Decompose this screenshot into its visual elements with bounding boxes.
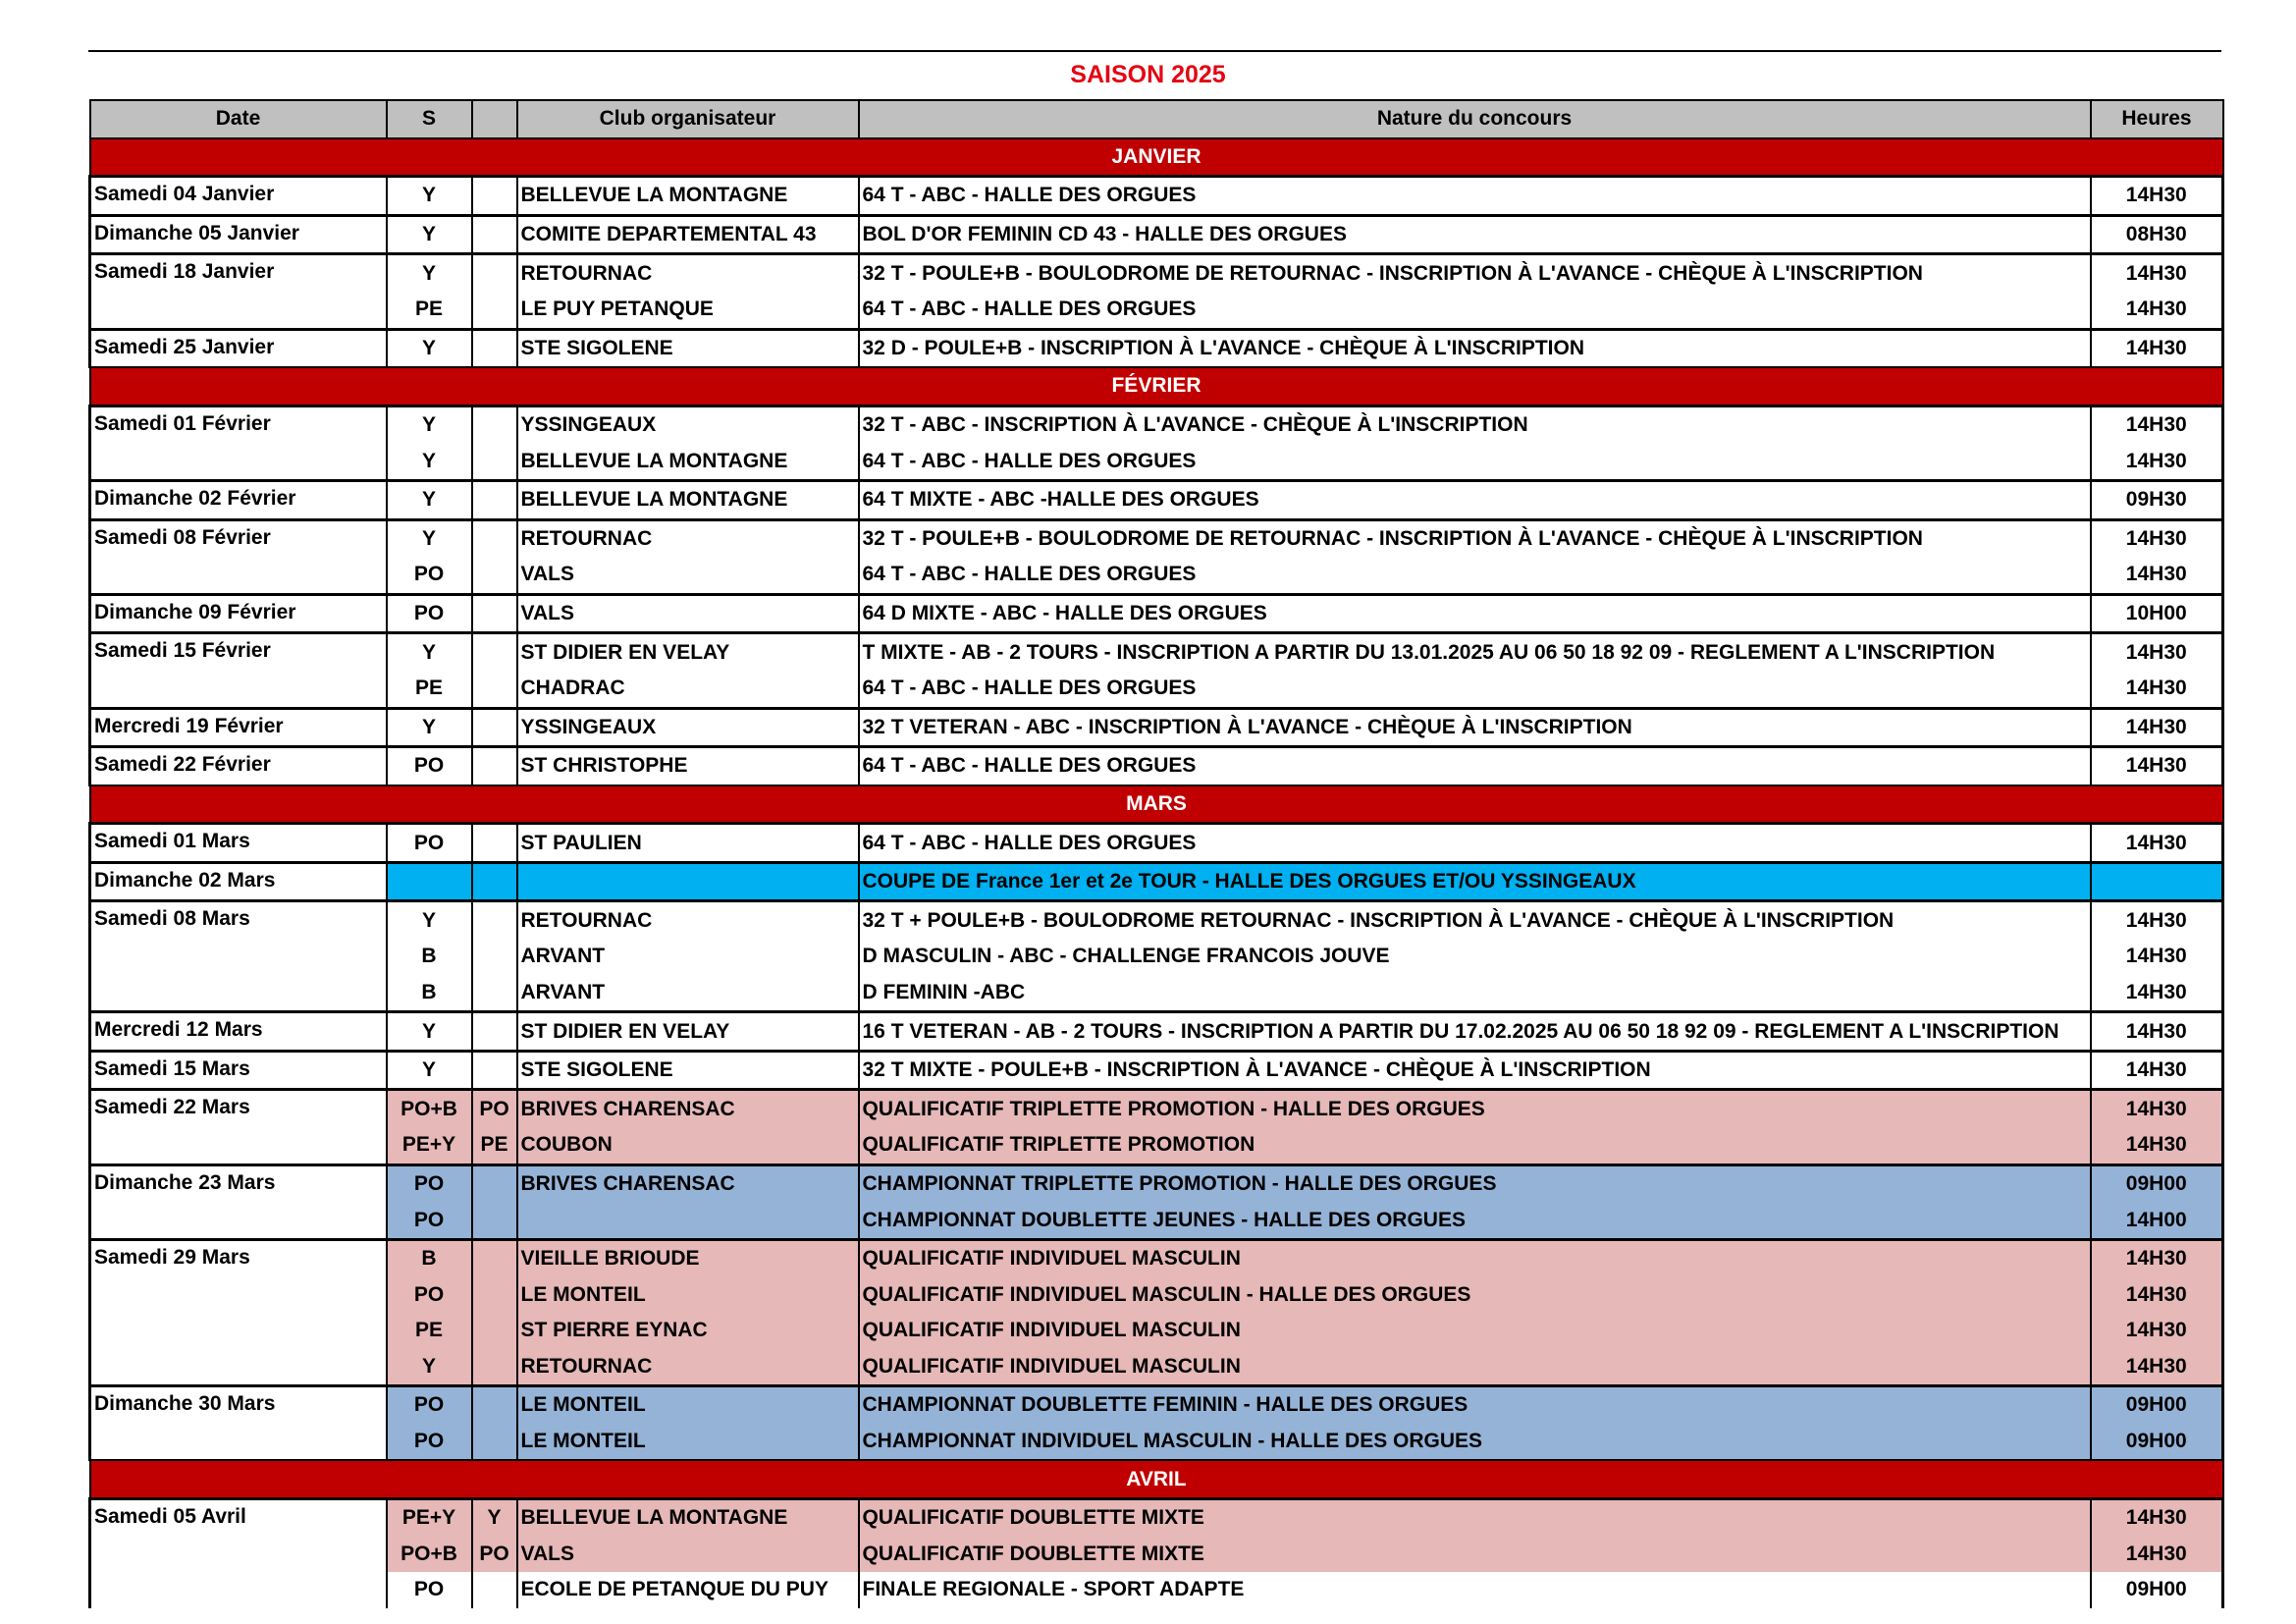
sector-code: PE+Y	[387, 1127, 472, 1164]
sector-code: PO	[387, 594, 472, 633]
page-title: SAISON 2025	[1070, 61, 1226, 88]
start-time: 09H00	[2091, 1572, 2223, 1608]
organizing-club: ST CHRISTOPHE	[517, 747, 859, 785]
event-date: Dimanche 23 Mars	[90, 1164, 387, 1239]
organizing-club: LE MONTEIL	[517, 1276, 859, 1313]
table-row	[90, 1276, 2223, 1313]
event-date: Samedi 04 Janvier	[90, 177, 387, 216]
month-header: AVRIL	[90, 1460, 2223, 1498]
event-date: Samedi 15 Mars	[90, 1051, 387, 1090]
sector-code: Y	[387, 254, 472, 292]
organizing-club: BRIVES CHARENSAC	[517, 1090, 859, 1127]
start-time	[2091, 862, 2223, 901]
competition-type: 32 D - POULE+B - INSCRIPTION À L'AVANCE - CHÈQUE À L'INSCRIPTION	[859, 329, 2091, 367]
competition-type: D FEMININ -ABC	[859, 975, 2091, 1012]
col-s2-header	[472, 100, 517, 138]
competition-type: QUALIFICATIF TRIPLETTE PROMOTION	[859, 1127, 2091, 1164]
col-date-header: Date	[90, 100, 387, 138]
month-header-row	[90, 367, 2223, 406]
sector-code-secondary: PO	[472, 1090, 517, 1127]
competition-type: 32 T - POULE+B - BOULODROME DE RETOURNAC - INSCRIPTION À L'AVANCE - CHÈQUE À L'INSCRIPTION	[859, 519, 2091, 557]
organizing-club: YSSINGEAUX	[517, 406, 859, 443]
sector-code-secondary	[472, 1313, 517, 1349]
competition-type: 64 T MIXTE - ABC -HALLE DES ORGUES	[859, 480, 2091, 519]
table-row	[90, 1572, 2223, 1608]
table-row	[90, 1537, 2223, 1573]
sector-code-secondary: PE	[472, 1127, 517, 1164]
organizing-club: BELLEVUE LA MONTAGNE	[517, 1498, 859, 1536]
competition-type: 64 T - ABC - HALLE DES ORGUES	[859, 443, 2091, 480]
sector-code: PE	[387, 292, 472, 329]
table-row	[90, 975, 2223, 1012]
sector-code-secondary	[472, 1572, 517, 1608]
sector-code: Y	[387, 1012, 472, 1052]
table-row	[90, 443, 2223, 480]
table-row	[90, 177, 2223, 216]
table-row	[90, 1239, 2223, 1276]
organizing-club: ST DIDIER EN VELAY	[517, 1012, 859, 1052]
month-header-row	[90, 138, 2223, 177]
sector-code-secondary	[472, 215, 517, 254]
sector-code: PE+Y	[387, 1498, 472, 1536]
start-time: 09H00	[2091, 1386, 2223, 1424]
competition-type: FINALE REGIONALE - SPORT ADAPTE	[859, 1572, 2091, 1608]
start-time: 14H30	[2091, 1276, 2223, 1313]
competition-type: 32 T MIXTE - POULE+B - INSCRIPTION À L'AVANCE - CHÈQUE À L'INSCRIPTION	[859, 1051, 2091, 1090]
sector-code-secondary	[472, 901, 517, 939]
sector-code-secondary	[472, 1012, 517, 1052]
start-time: 14H30	[2091, 1051, 2223, 1090]
start-time: 14H30	[2091, 329, 2223, 367]
table-row	[90, 862, 2223, 901]
table-row	[90, 215, 2223, 254]
organizing-club: COUBON	[517, 1127, 859, 1164]
sector-code: Y	[387, 901, 472, 939]
sector-code: PO	[387, 1276, 472, 1313]
table-row	[90, 1202, 2223, 1239]
sector-code-secondary	[472, 443, 517, 480]
sector-code: Y	[387, 1051, 472, 1090]
month-header-row	[90, 785, 2223, 824]
sector-code-secondary	[472, 557, 517, 594]
table-row	[90, 939, 2223, 975]
start-time: 14H30	[2091, 708, 2223, 747]
event-date: Samedi 05 Avril	[90, 1498, 387, 1607]
sector-code-secondary	[472, 406, 517, 443]
month-header: MARS	[90, 785, 2223, 824]
organizing-club: LE MONTEIL	[517, 1424, 859, 1461]
organizing-club: VIEILLE BRIOUDE	[517, 1239, 859, 1276]
sector-code-secondary	[472, 329, 517, 367]
competition-type: BOL D'OR FEMININ CD 43 - HALLE DES ORGUES	[859, 215, 2091, 254]
table-row	[90, 557, 2223, 594]
col-heures-header: Heures	[2091, 100, 2223, 138]
organizing-club: VALS	[517, 557, 859, 594]
competition-type: 64 T - ABC - HALLE DES ORGUES	[859, 557, 2091, 594]
col-s-header: S	[387, 100, 472, 138]
competition-type: 64 T - ABC - HALLE DES ORGUES	[859, 824, 2091, 863]
start-time: 10H00	[2091, 594, 2223, 633]
start-time: 14H30	[2091, 1090, 2223, 1127]
table-row	[90, 1349, 2223, 1386]
competition-type: QUALIFICATIF TRIPLETTE PROMOTION - HALLE DES ORGUES	[859, 1090, 2091, 1127]
organizing-club: BELLEVUE LA MONTAGNE	[517, 480, 859, 519]
start-time: 14H30	[2091, 406, 2223, 443]
competition-type: 32 T - POULE+B - BOULODROME DE RETOURNAC - INSCRIPTION À L'AVANCE - CHÈQUE À L'INSCRIPTION	[859, 254, 2091, 292]
event-date: Dimanche 02 Février	[90, 480, 387, 519]
event-date: Samedi 29 Mars	[90, 1239, 387, 1385]
sector-code-secondary	[472, 177, 517, 216]
sector-code-secondary	[472, 824, 517, 863]
start-time: 09H30	[2091, 480, 2223, 519]
organizing-club: ST DIDIER EN VELAY	[517, 633, 859, 671]
table-row	[90, 633, 2223, 671]
competition-type: 16 T VETERAN - AB - 2 TOURS - INSCRIPTION A PARTIR DU 17.02.2025 AU 06 50 18 92 09 - REGLEMENT A L'INSCRIPTION	[859, 1012, 2091, 1052]
start-time: 14H30	[2091, 633, 2223, 671]
sector-code-secondary	[472, 1202, 517, 1239]
competition-type: 64 T - ABC - HALLE DES ORGUES	[859, 292, 2091, 329]
organizing-club: YSSINGEAUX	[517, 708, 859, 747]
sector-code-secondary	[472, 1386, 517, 1424]
start-time: 14H30	[2091, 177, 2223, 216]
table-row	[90, 292, 2223, 329]
start-time: 14H30	[2091, 557, 2223, 594]
sector-code: PO	[387, 1424, 472, 1461]
sector-code: Y	[387, 443, 472, 480]
table-row	[90, 329, 2223, 367]
event-date: Mercredi 19 Février	[90, 708, 387, 747]
start-time: 14H30	[2091, 1239, 2223, 1276]
competition-type: QUALIFICATIF DOUBLETTE MIXTE	[859, 1537, 2091, 1573]
sector-code: PE	[387, 1313, 472, 1349]
sector-code-secondary	[472, 254, 517, 292]
sector-code: Y	[387, 633, 472, 671]
month-header: FÉVRIER	[90, 367, 2223, 406]
schedule-table	[88, 99, 2224, 1608]
table-row	[90, 1386, 2223, 1424]
event-date: Samedi 01 Mars	[90, 824, 387, 863]
event-date: Samedi 15 Février	[90, 633, 387, 708]
sector-code: PO	[387, 747, 472, 785]
table-row	[90, 594, 2223, 633]
competition-type: 64 T - ABC - HALLE DES ORGUES	[859, 671, 2091, 708]
table-row	[90, 406, 2223, 443]
sector-code: B	[387, 939, 472, 975]
start-time: 14H30	[2091, 1012, 2223, 1052]
event-date: Samedi 22 Février	[90, 747, 387, 785]
sector-code-secondary	[472, 939, 517, 975]
sector-code: B	[387, 975, 472, 1012]
sector-code: Y	[387, 329, 472, 367]
sector-code-secondary	[472, 708, 517, 747]
start-time: 14H30	[2091, 443, 2223, 480]
event-date: Samedi 25 Janvier	[90, 329, 387, 367]
competition-type: 32 T VETERAN - ABC - INSCRIPTION À L'AVANCE - CHÈQUE À L'INSCRIPTION	[859, 708, 2091, 747]
start-time: 14H30	[2091, 1349, 2223, 1386]
month-header: JANVIER	[90, 138, 2223, 177]
event-date: Dimanche 30 Mars	[90, 1386, 387, 1461]
organizing-club: RETOURNAC	[517, 1349, 859, 1386]
start-time: 14H30	[2091, 1127, 2223, 1164]
competition-type: CHAMPIONNAT TRIPLETTE PROMOTION - HALLE DES ORGUES	[859, 1164, 2091, 1202]
sector-code: PO	[387, 1386, 472, 1424]
table-row	[90, 1051, 2223, 1090]
competition-type: QUALIFICATIF INDIVIDUEL MASCULIN	[859, 1313, 2091, 1349]
sector-code-secondary	[472, 1164, 517, 1202]
organizing-club: STE SIGOLENE	[517, 1051, 859, 1090]
sector-code-secondary	[472, 1239, 517, 1276]
organizing-club: CHADRAC	[517, 671, 859, 708]
competition-type: 64 T - ABC - HALLE DES ORGUES	[859, 177, 2091, 216]
organizing-club: BELLEVUE LA MONTAGNE	[517, 177, 859, 216]
organizing-club: RETOURNAC	[517, 519, 859, 557]
start-time: 14H30	[2091, 975, 2223, 1012]
sector-code: Y	[387, 1349, 472, 1386]
month-header-row	[90, 1460, 2223, 1498]
competition-type: 64 T - ABC - HALLE DES ORGUES	[859, 747, 2091, 785]
sector-code-secondary	[472, 480, 517, 519]
sector-code-secondary	[472, 633, 517, 671]
start-time: 14H30	[2091, 671, 2223, 708]
start-time: 14H30	[2091, 519, 2223, 557]
organizing-club: COMITE DEPARTEMENTAL 43	[517, 215, 859, 254]
organizing-club: LE MONTEIL	[517, 1386, 859, 1424]
organizing-club: VALS	[517, 594, 859, 633]
event-date: Samedi 01 Février	[90, 406, 387, 480]
sector-code: PO	[387, 1572, 472, 1608]
sector-code-secondary	[472, 1424, 517, 1461]
sector-code: B	[387, 1239, 472, 1276]
organizing-club: BELLEVUE LA MONTAGNE	[517, 443, 859, 480]
event-date: Samedi 08 Mars	[90, 901, 387, 1012]
table-row	[90, 1424, 2223, 1461]
sector-code: PO	[387, 824, 472, 863]
sector-code: Y	[387, 215, 472, 254]
top-rule	[88, 50, 2221, 52]
event-date: Samedi 22 Mars	[90, 1090, 387, 1164]
start-time: 14H30	[2091, 1313, 2223, 1349]
organizing-club: ST PIERRE EYNAC	[517, 1313, 859, 1349]
sector-code-secondary	[472, 594, 517, 633]
sector-code: Y	[387, 519, 472, 557]
sector-code-secondary	[472, 975, 517, 1012]
table-row	[90, 254, 2223, 292]
competition-type: CHAMPIONNAT DOUBLETTE JEUNES - HALLE DES ORGUES	[859, 1202, 2091, 1239]
competition-type: D MASCULIN - ABC - CHALLENGE FRANCOIS JOUVE	[859, 939, 2091, 975]
organizing-club: ARVANT	[517, 939, 859, 975]
organizing-club: VALS	[517, 1537, 859, 1573]
table-row	[90, 824, 2223, 863]
start-time: 14H30	[2091, 254, 2223, 292]
start-time: 14H30	[2091, 1537, 2223, 1573]
start-time: 14H30	[2091, 901, 2223, 939]
organizing-club: BRIVES CHARENSAC	[517, 1164, 859, 1202]
sector-code-secondary: Y	[472, 1498, 517, 1536]
sector-code-secondary	[472, 747, 517, 785]
sector-code: Y	[387, 480, 472, 519]
table-row	[90, 519, 2223, 557]
sector-code: PO+B	[387, 1090, 472, 1127]
start-time: 14H30	[2091, 747, 2223, 785]
table-row	[90, 747, 2223, 785]
sector-code-secondary	[472, 1276, 517, 1313]
event-date: Mercredi 12 Mars	[90, 1012, 387, 1052]
col-club-header: Club organisateur	[517, 100, 859, 138]
sector-code: PO+B	[387, 1537, 472, 1573]
event-date: Samedi 18 Janvier	[90, 254, 387, 329]
sector-code: PO	[387, 1164, 472, 1202]
header-row	[90, 100, 2223, 138]
start-time: 14H30	[2091, 939, 2223, 975]
table-row	[90, 901, 2223, 939]
sector-code-secondary	[472, 519, 517, 557]
col-nature-header: Nature du concours	[859, 100, 2091, 138]
organizing-club: STE SIGOLENE	[517, 329, 859, 367]
sector-code: PE	[387, 671, 472, 708]
sector-code-secondary	[472, 292, 517, 329]
start-time: 14H30	[2091, 1498, 2223, 1536]
competition-type: 64 D MIXTE - ABC - HALLE DES ORGUES	[859, 594, 2091, 633]
sector-code-secondary	[472, 671, 517, 708]
start-time: 09H00	[2091, 1424, 2223, 1461]
table-row	[90, 480, 2223, 519]
organizing-club: ARVANT	[517, 975, 859, 1012]
competition-type: COUPE DE France 1er et 2e TOUR - HALLE DES ORGUES ET/OU YSSINGEAUX	[859, 862, 2091, 901]
sector-code-secondary	[472, 862, 517, 901]
competition-type: 32 T - ABC - INSCRIPTION À L'AVANCE - CHÈQUE À L'INSCRIPTION	[859, 406, 2091, 443]
event-date: Dimanche 05 Janvier	[90, 215, 387, 254]
table-row	[90, 671, 2223, 708]
table-row	[90, 1012, 2223, 1052]
sector-code-secondary	[472, 1349, 517, 1386]
table-row	[90, 1127, 2223, 1164]
competition-type: QUALIFICATIF INDIVIDUEL MASCULIN	[859, 1239, 2091, 1276]
start-time: 14H30	[2091, 824, 2223, 863]
table-row	[90, 1498, 2223, 1536]
start-time: 09H00	[2091, 1164, 2223, 1202]
sector-code: Y	[387, 177, 472, 216]
organizing-club	[517, 1202, 859, 1239]
table-row	[90, 1164, 2223, 1202]
sector-code-secondary: PO	[472, 1537, 517, 1573]
sector-code	[387, 862, 472, 901]
sector-code: PO	[387, 1202, 472, 1239]
organizing-club: RETOURNAC	[517, 254, 859, 292]
sector-code: Y	[387, 708, 472, 747]
competition-type: QUALIFICATIF DOUBLETTE MIXTE	[859, 1498, 2091, 1536]
organizing-club	[517, 862, 859, 901]
sector-code: Y	[387, 406, 472, 443]
organizing-club: ECOLE DE PETANQUE DU PUY	[517, 1572, 859, 1608]
start-time: 14H00	[2091, 1202, 2223, 1239]
organizing-club: LE PUY PETANQUE	[517, 292, 859, 329]
competition-type: CHAMPIONNAT INDIVIDUEL MASCULIN - HALLE DES ORGUES	[859, 1424, 2091, 1461]
competition-type: T MIXTE - AB - 2 TOURS - INSCRIPTION A PARTIR DU 13.01.2025 AU 06 50 18 92 09 - REGLEMENT A L'INSCRIPTION	[859, 633, 2091, 671]
event-date: Dimanche 09 Février	[90, 594, 387, 633]
event-date: Dimanche 02 Mars	[90, 862, 387, 901]
start-time: 14H30	[2091, 292, 2223, 329]
competition-type: QUALIFICATIF INDIVIDUEL MASCULIN	[859, 1349, 2091, 1386]
organizing-club: ST PAULIEN	[517, 824, 859, 863]
competition-type: QUALIFICATIF INDIVIDUEL MASCULIN - HALLE DES ORGUES	[859, 1276, 2091, 1313]
competition-type: 32 T + POULE+B - BOULODROME RETOURNAC - INSCRIPTION À L'AVANCE - CHÈQUE À L'INSCRIPTION	[859, 901, 2091, 939]
sector-code-secondary	[472, 1051, 517, 1090]
sector-code: PO	[387, 557, 472, 594]
competition-type: CHAMPIONNAT DOUBLETTE FEMININ - HALLE DES ORGUES	[859, 1386, 2091, 1424]
table-row	[90, 708, 2223, 747]
table-row	[90, 1090, 2223, 1127]
table-row	[90, 1313, 2223, 1349]
organizing-club: RETOURNAC	[517, 901, 859, 939]
start-time: 08H30	[2091, 215, 2223, 254]
schedule-body	[90, 138, 2223, 1608]
event-date: Samedi 08 Février	[90, 519, 387, 594]
